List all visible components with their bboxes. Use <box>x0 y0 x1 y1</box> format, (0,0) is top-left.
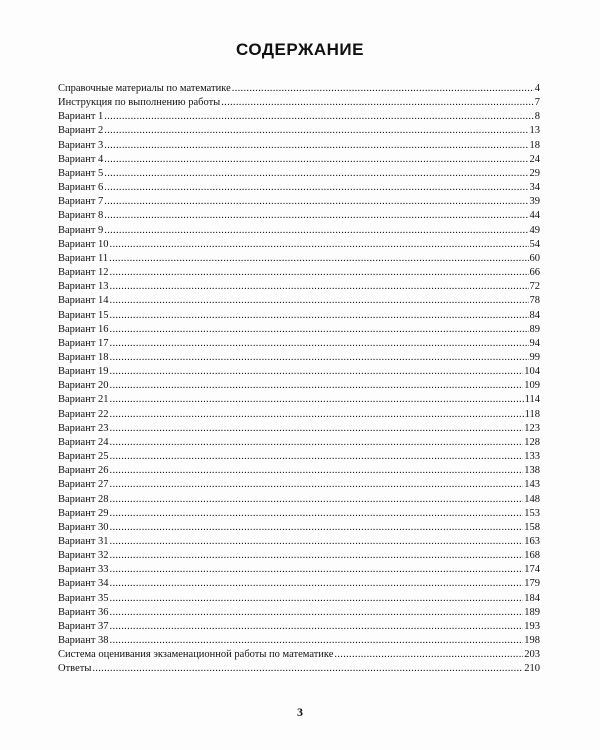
toc-entry-label: Вариант 34 <box>58 578 109 590</box>
dot-leader <box>110 450 524 464</box>
dot-leader <box>110 309 529 323</box>
toc-entry-label: Вариант 25 <box>58 451 109 463</box>
toc-entry-page: 104 <box>524 366 540 378</box>
dot-leader <box>110 535 524 549</box>
table-of-contents <box>58 82 540 677</box>
toc-entry-page: 210 <box>524 663 540 675</box>
dot-leader <box>110 393 524 407</box>
toc-entry-label: Вариант 36 <box>58 606 109 618</box>
toc-entry-label: Вариант 22 <box>58 408 109 420</box>
toc-entry-page: 84 <box>529 309 540 321</box>
toc-entry-label: Вариант 5 <box>58 167 104 179</box>
toc-entry-label: Вариант 6 <box>58 182 104 194</box>
toc-entry-page: 72 <box>529 281 540 293</box>
dot-leader <box>221 96 534 110</box>
toc-entry <box>58 393 540 407</box>
toc-entry-page: 78 <box>529 295 540 307</box>
toc-entry-page: 18 <box>529 139 540 151</box>
dot-leader <box>110 592 524 606</box>
toc-entry-page: 153 <box>524 507 540 519</box>
toc-entry <box>58 195 540 209</box>
toc-entry <box>58 294 540 308</box>
toc-entry-page: 138 <box>524 465 540 477</box>
toc-entry <box>58 549 540 563</box>
toc-entry-label: Вариант 26 <box>58 465 109 477</box>
dot-leader <box>110 577 524 591</box>
toc-entry-label: Вариант 13 <box>58 281 109 293</box>
toc-entry-label: Вариант 23 <box>58 422 109 434</box>
toc-entry <box>58 478 540 492</box>
toc-entry-page: 34 <box>529 182 540 194</box>
toc-entry-label: Вариант 21 <box>58 394 109 406</box>
dot-leader <box>110 337 529 351</box>
dot-leader <box>110 422 524 436</box>
toc-entry-label: Вариант 31 <box>58 536 109 547</box>
toc-entry-label: Вариант 19 <box>58 366 109 378</box>
toc-entry <box>58 110 540 124</box>
toc-entry-page: 60 <box>529 252 540 264</box>
toc-entry-page: 7 <box>534 97 540 109</box>
toc-entry <box>58 252 540 266</box>
toc-entry-label: Система оценивания экзаменационной работы по математике <box>58 649 334 661</box>
toc-entry-label: Вариант 15 <box>58 309 109 321</box>
toc-entry-label: Вариант 4 <box>58 153 104 165</box>
toc-entry-page: 148 <box>524 493 540 505</box>
dot-leader <box>109 252 528 266</box>
toc-entry <box>58 266 540 280</box>
toc-entry-label: Вариант 37 <box>58 620 109 632</box>
dot-leader <box>110 606 524 620</box>
toc-entry-page: 66 <box>529 267 540 279</box>
toc-entry-page: 118 <box>524 408 540 420</box>
dot-leader <box>110 280 529 294</box>
toc-entry-page: 13 <box>529 125 540 137</box>
toc-entry-label: Вариант 18 <box>58 351 109 363</box>
dot-leader <box>104 110 533 124</box>
dot-leader <box>104 153 528 167</box>
page-title: СОДЕРЖАНИЕ <box>236 40 364 59</box>
dot-leader <box>110 563 524 577</box>
dot-leader <box>110 507 524 521</box>
toc-entry-label: Инструкция по выполнению работы <box>58 97 221 109</box>
dot-leader <box>104 195 528 209</box>
toc-entry-page: 189 <box>524 606 540 618</box>
toc-entry-label: Справочные материалы по математике <box>58 83 231 94</box>
toc-entry <box>58 224 540 238</box>
toc-entry <box>58 507 540 521</box>
toc-entry <box>58 535 540 549</box>
toc-entry <box>58 209 540 223</box>
toc-entry-page: 193 <box>524 620 540 632</box>
toc-entry <box>58 408 540 422</box>
dot-leader <box>92 662 523 676</box>
toc-entry <box>58 606 540 620</box>
dot-leader <box>110 351 529 365</box>
toc-entry <box>58 337 540 351</box>
toc-entry <box>58 436 540 450</box>
dot-leader <box>104 209 528 223</box>
dot-leader <box>110 266 529 280</box>
toc-entry-label: Вариант 27 <box>58 479 109 491</box>
dot-leader <box>104 224 528 238</box>
toc-entry-page: 49 <box>529 224 540 236</box>
dot-leader <box>110 620 524 634</box>
toc-entry-label: Вариант 14 <box>58 295 109 307</box>
toc-entry-label: Вариант 10 <box>58 238 109 250</box>
toc-entry-page: 8 <box>534 111 540 123</box>
toc-entry-label: Вариант 32 <box>58 550 109 562</box>
toc-entry-label: Вариант 38 <box>58 635 109 647</box>
dot-leader <box>110 365 524 379</box>
toc-entry-page: 89 <box>529 323 540 335</box>
toc-entry <box>58 280 540 294</box>
toc-entry-page: 44 <box>529 210 540 222</box>
toc-entry-page: 94 <box>529 337 540 349</box>
toc-entry-label: Вариант 7 <box>58 196 104 208</box>
toc-entry <box>58 309 540 323</box>
toc-entry-label: Вариант 11 <box>58 252 109 264</box>
toc-entry-page: 174 <box>524 564 540 576</box>
dot-leader <box>104 167 528 181</box>
dot-leader <box>110 464 524 478</box>
toc-entry-label: Вариант 17 <box>58 337 109 349</box>
toc-entry-label: Вариант 28 <box>58 493 109 505</box>
dot-leader <box>104 139 528 153</box>
toc-entry <box>58 634 540 648</box>
toc-entry-page: 114 <box>524 394 540 406</box>
dot-leader <box>110 238 529 252</box>
toc-entry <box>58 450 540 464</box>
toc-entry-label: Вариант 3 <box>58 139 104 151</box>
toc-entry <box>58 662 540 676</box>
toc-entry-page: 158 <box>524 521 540 533</box>
toc-entry-label: Вариант 9 <box>58 224 104 236</box>
dot-leader <box>110 549 524 563</box>
toc-entry <box>58 181 540 195</box>
toc-entry-label: Вариант 20 <box>58 380 109 392</box>
dot-leader <box>110 379 524 393</box>
toc-entry <box>58 648 540 662</box>
toc-entry <box>58 464 540 478</box>
toc-entry <box>58 379 540 393</box>
toc-entry-label: Вариант 16 <box>58 323 109 335</box>
toc-entry-page: 109 <box>524 380 540 392</box>
toc-entry <box>58 153 540 167</box>
toc-entry-page: 163 <box>524 536 540 547</box>
toc-entry <box>58 238 540 252</box>
dot-leader <box>110 634 524 648</box>
toc-entry <box>58 592 540 606</box>
toc-entry-page: 203 <box>524 649 540 661</box>
toc-entry <box>58 167 540 181</box>
toc-entry <box>58 124 540 138</box>
toc-entry-label: Вариант 24 <box>58 436 109 448</box>
toc-entry-page: 198 <box>524 635 540 647</box>
dot-leader <box>110 493 524 507</box>
toc-entry-page: 4 <box>534 83 540 94</box>
toc-entry-page: 184 <box>524 592 540 604</box>
dot-leader <box>232 82 534 96</box>
toc-entry <box>58 323 540 337</box>
toc-entry <box>58 365 540 379</box>
toc-entry-label: Вариант 35 <box>58 592 109 604</box>
toc-entry-page: 29 <box>529 167 540 179</box>
toc-entry-label: Вариант 1 <box>58 111 104 123</box>
toc-entry-page: 168 <box>524 550 540 562</box>
toc-entry <box>58 563 540 577</box>
dot-leader <box>104 181 528 195</box>
toc-entry-page: 179 <box>524 578 540 590</box>
dot-leader <box>110 323 529 337</box>
toc-entry-page: 128 <box>524 436 540 448</box>
toc-entry-page: 54 <box>529 238 540 250</box>
dot-leader <box>334 648 523 662</box>
toc-entry <box>58 493 540 507</box>
toc-entry-page: 123 <box>524 422 540 434</box>
toc-entry-label: Ответы <box>58 663 92 675</box>
toc-entry <box>58 577 540 591</box>
toc-entry <box>58 521 540 535</box>
toc-entry <box>58 620 540 634</box>
dot-leader <box>110 478 524 492</box>
toc-entry <box>58 96 540 110</box>
toc-entry <box>58 351 540 365</box>
toc-entry-label: Вариант 12 <box>58 267 109 279</box>
dot-leader <box>104 124 528 138</box>
toc-entry-page: 24 <box>529 153 540 165</box>
toc-entry-page: 39 <box>529 196 540 208</box>
page-number: 3 <box>297 705 303 719</box>
toc-entry-label: Вариант 33 <box>58 564 109 576</box>
dot-leader <box>110 294 529 308</box>
toc-entry-label: Вариант 29 <box>58 507 109 519</box>
toc-entry-page: 133 <box>524 451 540 463</box>
toc-entry-label: Вариант 30 <box>58 521 109 533</box>
toc-entry-label: Вариант 2 <box>58 125 104 137</box>
dot-leader <box>110 436 524 450</box>
toc-entry <box>58 82 540 96</box>
toc-entry-page: 143 <box>524 479 540 491</box>
toc-entry <box>58 422 540 436</box>
toc-entry-label: Вариант 8 <box>58 210 104 222</box>
toc-entry-page: 99 <box>529 351 540 363</box>
dot-leader <box>110 521 524 535</box>
toc-entry <box>58 139 540 153</box>
dot-leader <box>110 408 524 422</box>
